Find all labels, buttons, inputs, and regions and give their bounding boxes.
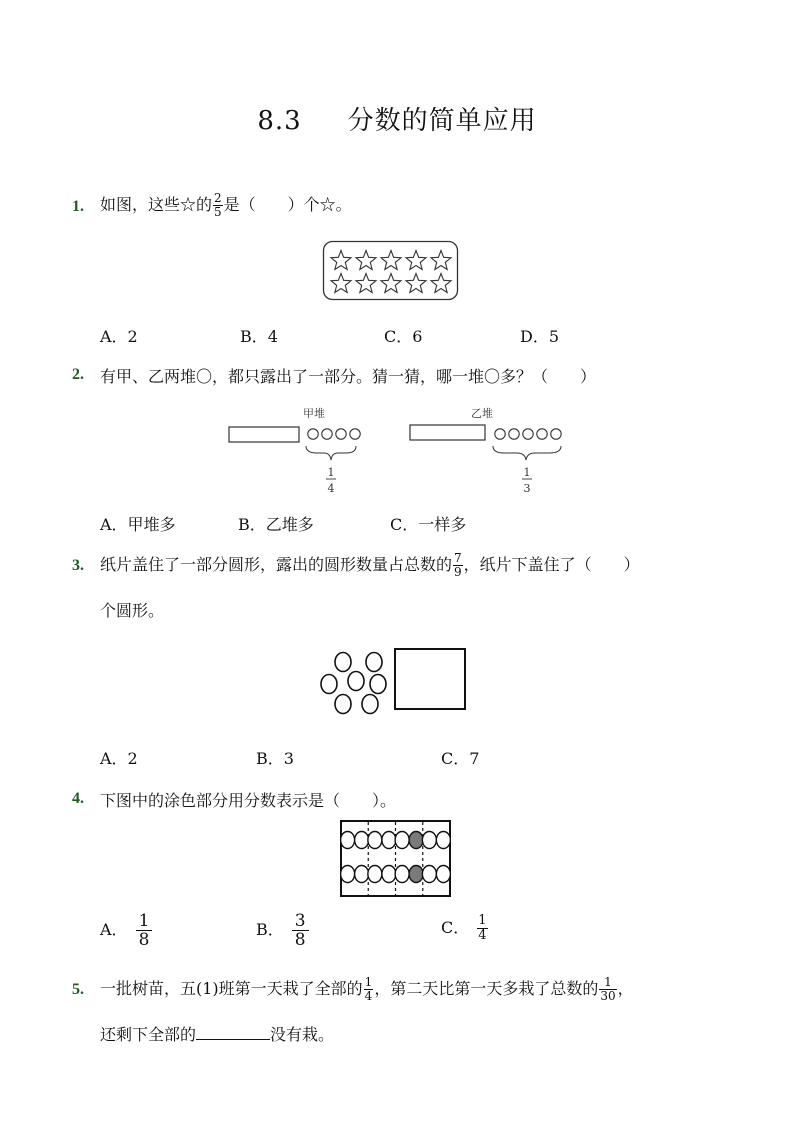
- circle-icon: [436, 866, 450, 883]
- circle-icon: [370, 675, 386, 694]
- pile-b-frac-denominator: 3: [523, 482, 531, 495]
- circle-icon: [523, 429, 533, 439]
- fraction-denominator: 9: [454, 565, 462, 579]
- circle-icon: [436, 832, 450, 849]
- star-icon: [381, 274, 401, 293]
- question-1-option-b[interactable]: B．4: [240, 327, 278, 346]
- fraction-denominator: 8: [294, 930, 306, 950]
- question-4-option-c[interactable]: [441, 914, 489, 943]
- pile-a-label: 甲堆: [303, 407, 325, 420]
- circle-icon: [362, 695, 378, 714]
- pile-a-cover-card: [229, 427, 299, 442]
- question-1-option-a[interactable]: A．2: [100, 327, 138, 346]
- circle-icon: [336, 429, 346, 439]
- circle-icon: [350, 429, 360, 439]
- pile-b-frac-numerator: 1: [523, 466, 531, 479]
- option-a-fraction: [136, 912, 153, 949]
- piles-figure: [220, 400, 580, 500]
- pile-b-cover-card: [410, 425, 485, 440]
- fraction-1-30: [599, 976, 616, 1003]
- answer-blank[interactable]: [196, 1025, 270, 1040]
- question-1-number: 1.: [72, 198, 84, 215]
- question-5-line2: [100, 1022, 334, 1045]
- question-2-text: 有甲、乙两堆〇，都只露出了一部分。猜一猜，哪一堆〇多？（ ）: [100, 367, 597, 386]
- circle-icon: [368, 866, 382, 883]
- circle-icon: [382, 866, 396, 883]
- circle-icon: [341, 832, 355, 849]
- question-3-option-c[interactable]: C．7: [441, 749, 480, 768]
- question-1-text: [100, 190, 352, 220]
- covering-paper: [395, 649, 465, 709]
- fraction-7-9: [453, 552, 463, 579]
- pile-b-brace: [493, 446, 561, 460]
- page-title: [0, 100, 794, 137]
- question-5-number: 5.: [72, 981, 84, 998]
- circle-icon: [335, 695, 351, 714]
- star-icon: [431, 274, 451, 293]
- star-group: [331, 251, 451, 293]
- section-number: 8.3: [257, 106, 302, 136]
- fraction-2-5: [213, 192, 223, 219]
- fraction-numerator: 1: [478, 913, 487, 928]
- question-2-option-b[interactable]: B．乙堆多: [238, 515, 314, 534]
- section-title: 分数的简单应用: [347, 106, 537, 136]
- circle-icon: [551, 429, 561, 439]
- question-5-text-2: ，第二天比第一天多栽了总数的: [374, 979, 599, 998]
- fraction-numerator: 7: [454, 551, 462, 565]
- question-4-option-b[interactable]: [256, 912, 309, 949]
- pile-a-frac-numerator: 1: [327, 466, 335, 479]
- fraction-numerator: 1: [599, 976, 616, 990]
- question-3-text-after: ，纸片下盖住了（ ）: [463, 555, 640, 574]
- option-c-label: C．: [441, 918, 470, 937]
- question-1-text-after: 是（ ）个☆。: [223, 195, 352, 214]
- pile-a-circles: [308, 429, 360, 439]
- covered-circles-figure: [316, 645, 470, 717]
- star-icon: [406, 251, 426, 270]
- circle-icon: [355, 866, 369, 883]
- fraction-denominator: 4: [364, 989, 373, 1003]
- question-5-line2-after: 没有栽。: [270, 1025, 335, 1044]
- question-4-option-a[interactable]: [100, 912, 152, 949]
- option-b-label: B．: [256, 920, 284, 939]
- star-box-figure: [322, 240, 460, 302]
- circle-icon: [308, 429, 318, 439]
- grid-circles: [341, 832, 451, 883]
- shaded-circle: [409, 866, 423, 883]
- circle-icon: [368, 832, 382, 849]
- question-5-text-1: 一批树苗，五(1)班第一天栽了全部的: [100, 979, 363, 998]
- shaded-grid-figure: [340, 820, 452, 898]
- star-icon: [406, 274, 426, 293]
- circle-icon: [422, 832, 436, 849]
- circle-icon: [382, 832, 396, 849]
- question-5-line2-before: 还剩下全部的: [100, 1025, 197, 1044]
- circle-icon: [509, 429, 519, 439]
- star-icon: [331, 251, 351, 270]
- fraction-denominator: 4: [478, 928, 487, 943]
- circle-icon: [537, 429, 547, 439]
- fraction-numerator: 3: [292, 912, 309, 931]
- fraction-numerator: 2: [214, 191, 222, 205]
- circle-icon: [495, 429, 505, 439]
- q3-visible-circles: [321, 653, 386, 714]
- question-2-option-c[interactable]: C．一样多: [390, 515, 467, 534]
- star-icon: [381, 251, 401, 270]
- question-5-text-3: ，: [617, 979, 634, 998]
- question-3-option-b[interactable]: B．3: [256, 749, 294, 768]
- circle-icon: [322, 429, 332, 439]
- circle-icon: [321, 675, 337, 694]
- star-icon: [431, 251, 451, 270]
- circle-icon: [395, 832, 409, 849]
- question-4-number: 4.: [72, 790, 84, 807]
- question-4-text: 下图中的涂色部分用分数表示是（ ）。: [100, 791, 397, 810]
- option-b-fraction: [292, 912, 309, 949]
- circle-icon: [422, 866, 436, 883]
- option-a-label: A．: [100, 920, 128, 939]
- fraction-1-4: [364, 976, 374, 1003]
- circle-icon: [395, 866, 409, 883]
- circle-icon: [335, 653, 351, 672]
- star-icon: [356, 251, 376, 270]
- question-5-text: [100, 973, 634, 1005]
- question-3-text-before: 纸片盖住了一部分圆形，露出的圆形数量占总数的: [100, 555, 453, 574]
- star-icon: [356, 274, 376, 293]
- question-3-text: [100, 550, 640, 580]
- shaded-circle: [409, 832, 423, 849]
- pile-a-frac-denominator: 4: [327, 482, 335, 495]
- question-3-number: 3.: [72, 557, 84, 574]
- circle-icon: [355, 832, 369, 849]
- fraction-denominator: 5: [214, 205, 222, 219]
- question-3-option-a[interactable]: A．2: [100, 749, 138, 768]
- fraction-denominator: 30: [600, 989, 616, 1003]
- fraction-denominator: 8: [138, 930, 150, 950]
- circle-icon: [341, 866, 355, 883]
- pile-b-circles: [495, 429, 561, 439]
- star-icon: [331, 274, 351, 293]
- pile-a-brace: [306, 446, 356, 460]
- circle-icon: [366, 653, 382, 672]
- question-3-text-line2: 个圆形。: [100, 601, 165, 620]
- question-2-number: 2.: [72, 366, 84, 383]
- question-1-text-before: 如图，这些☆的: [100, 195, 213, 214]
- fraction-numerator: 1: [136, 912, 153, 931]
- fraction-numerator: 1: [364, 975, 373, 989]
- option-c-fraction: [477, 914, 487, 943]
- question-1-option-c[interactable]: C．6: [384, 327, 423, 346]
- question-1-option-d[interactable]: D．5: [520, 327, 560, 346]
- question-2-option-a[interactable]: A．甲堆多: [100, 515, 176, 534]
- circle-icon: [348, 672, 364, 691]
- pile-b-label: 乙堆: [471, 407, 493, 420]
